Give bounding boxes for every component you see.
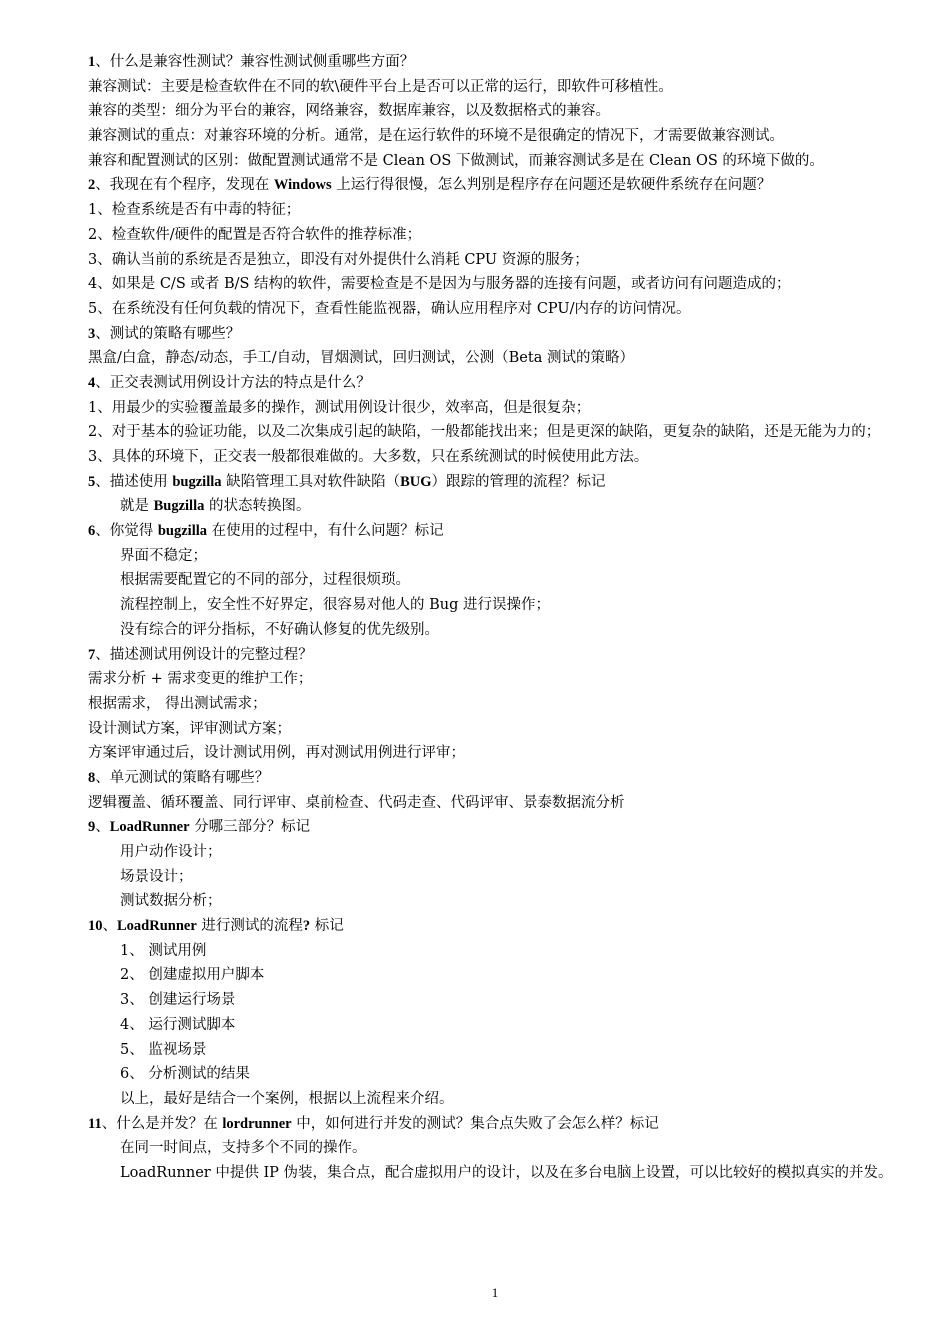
bold-term: lordrunner (222, 1115, 292, 1132)
text-run: 在使用的过程中，有什么问题？标记 (207, 523, 444, 540)
text-run: 、什么是并发？在 (101, 1115, 223, 1132)
text-run: 1、检查系统是否有中毒的特征； (88, 202, 301, 219)
text-run: 、 (102, 918, 117, 935)
text-run: 兼容的类型：细分为平台的兼容，网络兼容，数据库兼容，以及数据格式的兼容。 (88, 103, 610, 120)
text-run: 2、 创建虚拟用户脚本 (120, 967, 265, 984)
text-line (88, 297, 903, 322)
text-run: 黑盒/白盒，静态/动态，手工/自动，冒烟测试，回归测试，公测（Beta 测试的策略） (88, 350, 634, 367)
question-number: 10 (88, 918, 103, 935)
text-run: 、单元测试的策略有哪些？ (95, 769, 270, 786)
question-heading (88, 50, 903, 75)
text-run: 逻辑覆盖、循环覆盖、同行评审、桌前检查、代码走查、代码评审、景泰数据流分析 (88, 794, 625, 811)
text-run: 用户动作设计； (120, 844, 222, 861)
text-run: 的状态转换图。 (204, 498, 311, 515)
text-run: 上运行得很慢，怎么判别是程序存在问题还是软硬件系统存在问题？ (331, 177, 772, 194)
question-heading (88, 815, 903, 840)
text-run: 、我现在有个程序，发现在 (95, 177, 274, 194)
text-line (88, 988, 903, 1013)
question-heading (88, 322, 903, 347)
question-heading (88, 470, 903, 495)
text-run: 进行测试的流程 (196, 918, 303, 935)
question-number: 2 (88, 177, 96, 194)
question-number: 9 (88, 819, 96, 836)
bold-term: ? (302, 918, 311, 935)
text-run: 、正交表测试用例设计方法的特点是什么？ (95, 374, 371, 391)
text-line (88, 1087, 903, 1112)
text-run: 4、如果是 C/S 或者 B/S 结构的软件，需要检查是不是因为与服务器的连接有问题，或者访问有问题造成的； (88, 276, 791, 293)
text-line (88, 445, 903, 470)
bold-term: Windows (273, 177, 332, 194)
text-line (88, 396, 903, 421)
text-run: 3、具体的环境下，正交表一般都很难做的。大多数，只在系统测试的时候使用此方法。 (88, 449, 649, 466)
question-heading (88, 371, 903, 396)
bold-term: Bugzilla (153, 498, 205, 515)
text-line (88, 494, 903, 519)
text-line (88, 198, 903, 223)
question-number: 8 (88, 769, 96, 786)
text-line (88, 544, 903, 569)
text-line (88, 420, 903, 445)
text-line (88, 223, 903, 248)
text-run: 2、检查软件/硬件的配置是否符合软件的推荐标准； (88, 226, 422, 243)
question-heading (88, 766, 903, 791)
text-line (88, 692, 903, 717)
text-line (88, 75, 903, 100)
text-run: 3、 创建运行场景 (120, 992, 236, 1009)
text-line (88, 889, 903, 914)
text-line (88, 741, 903, 766)
question-number: 4 (88, 374, 96, 391)
text-line (88, 865, 903, 890)
text-run: 5、在系统没有任何负载的情况下，查看性能监视器，确认应用程序对 CPU/内存的访问情况。 (88, 300, 691, 317)
bold-term: bugzilla (157, 523, 208, 540)
text-line (88, 1013, 903, 1038)
question-number: 7 (88, 646, 96, 663)
text-run: 分哪三部分？标记 (189, 819, 311, 836)
question-number: 1 (88, 54, 96, 70)
text-line (88, 963, 903, 988)
text-line (88, 593, 903, 618)
text-run: 标记 (310, 918, 344, 935)
text-run: 4、 运行测试脚本 (120, 1016, 236, 1033)
bold-term: bugzilla (172, 473, 222, 490)
question-heading (88, 914, 903, 939)
text-run: 、描述测试用例设计的完整过程？ (95, 646, 313, 663)
question-heading (88, 173, 903, 198)
text-run: 就是 (120, 498, 154, 515)
text-line (88, 1062, 903, 1087)
text-line (88, 124, 903, 149)
text-run: 、 (95, 819, 110, 836)
text-run: 以上，最好是结合一个案例，根据以上流程来介绍。 (120, 1090, 454, 1107)
text-run: 、测试的策略有哪些？ (95, 325, 241, 342)
question-number: 3 (88, 325, 96, 342)
text-run: 没有综合的评分指标，不好确认修复的优先级别。 (120, 621, 439, 638)
text-line (88, 1161, 903, 1186)
text-run: ）跟踪的管理的流程？标记 (431, 473, 606, 490)
text-run: 1、 测试用例 (120, 942, 207, 959)
question-heading (88, 519, 903, 544)
text-run: 、描述使用 (95, 473, 173, 490)
text-run: 1、用最少的实验覆盖最多的操作，测试用例设计很少，效率高，但是很复杂； (88, 399, 591, 416)
text-line (88, 840, 903, 865)
text-line (88, 618, 903, 643)
text-run: 流程控制上，安全性不好界定，很容易对他人的 Bug 进行误操作； (120, 597, 550, 614)
document-page (88, 50, 903, 1186)
text-line (88, 99, 903, 124)
text-run: LoadRunner 中提供 IP 伪装，集合点，配合虚拟用户的设计，以及在多台电脑上设置，可以比较好的模拟真实的并发。 (120, 1164, 893, 1181)
question-number: 6 (88, 523, 96, 540)
bold-term: LoadRunner (117, 918, 197, 935)
text-run: 兼容测试：主要是检查软件在不同的软\硬件平台上是否可以正常的运行，即软件可移植性。 (88, 78, 673, 95)
text-line (88, 791, 903, 816)
text-run: 、你觉得 (95, 523, 158, 540)
question-heading (88, 1112, 903, 1137)
text-run: 中，如何进行并发的测试？集合点失败了会怎么样？标记 (291, 1115, 659, 1132)
text-run: 2、对于基本的验证功能，以及二次集成引起的缺陷，一般都能找出来；但是更深的缺陷，更复杂的缺陷，还是无能为力的； (88, 424, 881, 441)
bold-term: LoadRunner (109, 819, 190, 836)
text-run: 需求分析 + 需求变更的维护工作； (88, 671, 313, 688)
text-line (88, 717, 903, 742)
text-line (88, 939, 903, 964)
question-number: 11 (88, 1115, 102, 1132)
text-run: 、什么是兼容性测试？兼容性测试侧重哪些方面？ (95, 54, 415, 70)
bold-term: BUG (400, 473, 432, 490)
question-number: 5 (88, 473, 96, 490)
text-run: 根据需求， 得出测试需求； (88, 695, 267, 712)
text-line (88, 272, 903, 297)
text-line (88, 346, 903, 371)
text-line (88, 667, 903, 692)
text-run: 测试数据分析； (120, 893, 222, 910)
text-run: 在同一时间点，支持多个不同的操作。 (120, 1140, 367, 1157)
text-run: 3、确认当前的系统是否是独立，即没有对外提供什么消耗 CPU 资源的服务； (88, 251, 589, 268)
text-run: 界面不稳定； (120, 547, 207, 564)
text-run: 方案评审通过后，设计测试用例，再对测试用例进行评审； (88, 745, 465, 762)
text-run: 根据需要配置它的不同的部分，过程很烦琐。 (120, 572, 410, 589)
text-run: 兼容测试的重点：对兼容环境的分析。通常，是在运行软件的环境不是很确定的情况下，才需要做兼容测试。 (88, 128, 784, 145)
text-line (88, 1038, 903, 1063)
text-line (88, 568, 903, 593)
text-run: 5、 监视场景 (120, 1041, 207, 1058)
page-number: 1 (491, 1285, 499, 1300)
text-line (88, 248, 903, 273)
text-run: 场景设计； (120, 868, 193, 885)
text-run: 设计测试方案，评审测试方案； (88, 720, 291, 737)
text-run: 兼容和配置测试的区别：做配置测试通常不是 Clean OS 下做测试，而兼容测试多是在 Clean OS 的环境下做的。 (88, 152, 824, 169)
question-heading (88, 643, 903, 668)
text-line (88, 1136, 903, 1161)
text-line (88, 149, 903, 174)
text-run: 缺陷管理工具对软件缺陷（ (221, 473, 401, 490)
text-run: 6、 分析测试的结果 (120, 1066, 250, 1083)
